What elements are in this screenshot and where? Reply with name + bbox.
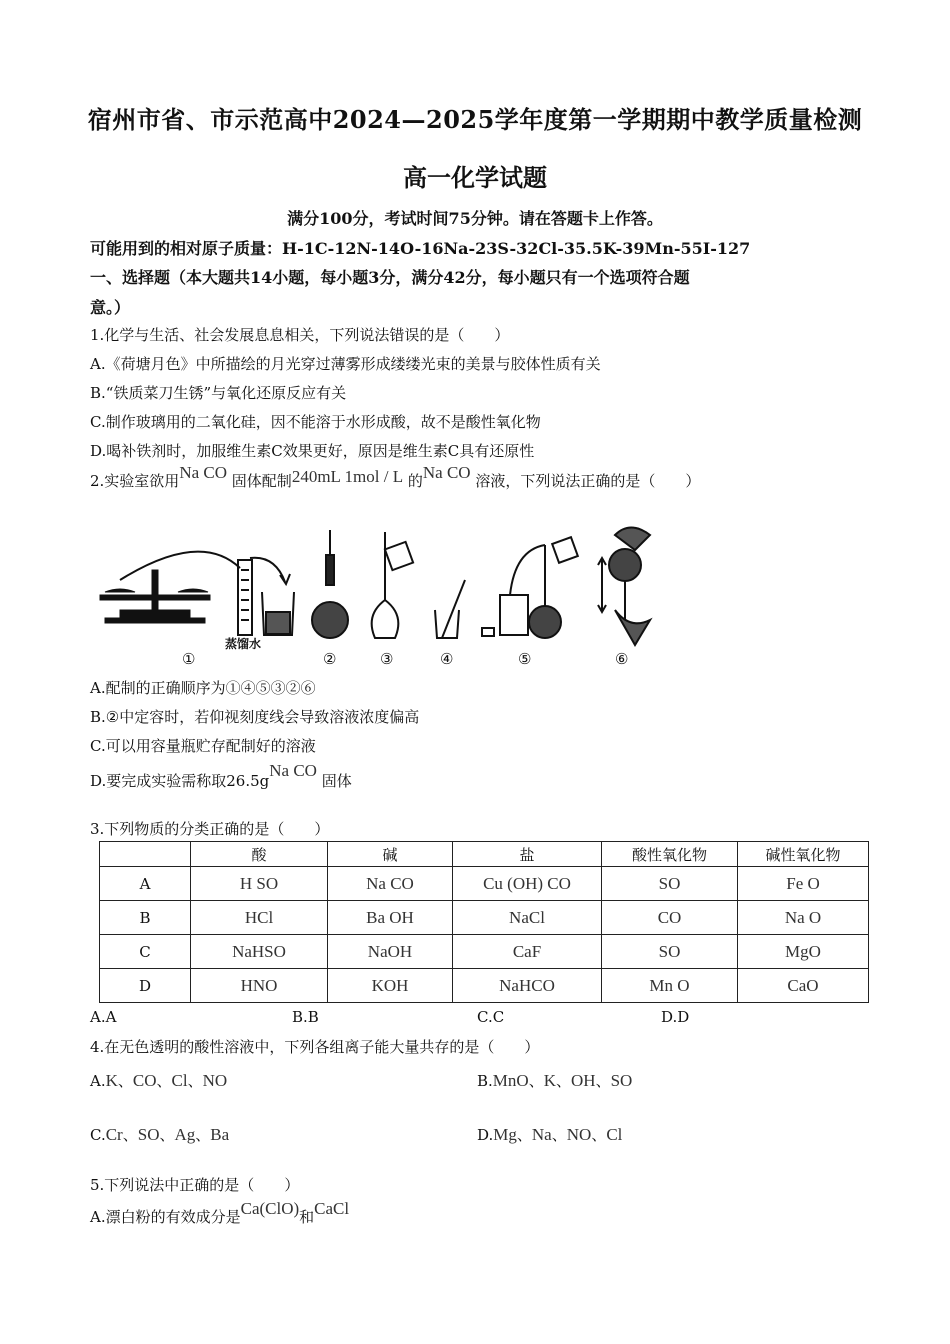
- table-header-cell: 碱性氧化物: [738, 842, 869, 867]
- balance-illustration: [100, 552, 240, 623]
- q4-option-label: D.: [477, 1126, 494, 1144]
- separator: 、: [156, 1072, 172, 1090]
- separator: 、: [528, 1072, 544, 1090]
- separator: 、: [595, 1072, 611, 1090]
- q5-stem: 5.下列说法中正确的是（ ）: [90, 1176, 300, 1194]
- table-cell: Mn O: [602, 969, 738, 1003]
- table-cell: B: [100, 901, 191, 935]
- table-header-cell: 碱: [328, 842, 453, 867]
- ion: MnO: [492, 1071, 529, 1090]
- table-cell: KOH: [328, 969, 453, 1003]
- ion: Cl: [171, 1071, 188, 1090]
- step-label-3: ③: [380, 650, 394, 668]
- separator: 、: [117, 1072, 133, 1090]
- solution-preparation-figure: [90, 520, 670, 670]
- ion: Ba: [210, 1125, 230, 1144]
- table-cell: C: [100, 935, 191, 969]
- q4-option-label: A.: [90, 1072, 106, 1090]
- q2-option-d-text: D.要完成实验需称取26.5g: [90, 772, 270, 790]
- table-row: [100, 901, 869, 935]
- q4-stem: 4.在无色透明的酸性溶液中，下列各组离子能大量共存的是（ ）: [90, 1038, 540, 1056]
- table-cell: Na O: [738, 901, 869, 935]
- table-header-cell: 盐: [453, 842, 602, 867]
- table-cell: A: [100, 867, 191, 901]
- q2-option-d: [90, 761, 352, 791]
- q5-formula: CaCl: [314, 1199, 350, 1218]
- ion: K: [105, 1071, 118, 1090]
- table-cell: CaO: [738, 969, 869, 1003]
- separator: 、: [187, 1072, 203, 1090]
- ion: NO: [566, 1125, 592, 1144]
- figure-label-water: 蒸馏水: [225, 637, 262, 651]
- q4-option-d: [477, 1124, 622, 1145]
- q2-formula-na2co3: Na CO: [422, 463, 471, 482]
- q2-stem: [90, 463, 701, 491]
- step-label-2: ②: [323, 650, 337, 668]
- table-cell: D: [100, 969, 191, 1003]
- table-row: [100, 867, 869, 901]
- ion: CO: [132, 1071, 157, 1090]
- q1-option-c: C.制作玻璃用的二氧化硅，因不能溶于水形成酸，故不是酸性氧化物: [90, 413, 541, 431]
- step-label-1: ①: [182, 650, 196, 668]
- table-cell: MgO: [738, 935, 869, 969]
- q4-option-label: B.: [477, 1072, 493, 1090]
- table-header-cell: 酸: [191, 842, 328, 867]
- q3-option-d: D.D: [661, 1008, 690, 1026]
- exam-title: 宿州市省、市示范高中2024—2025学年度第一学期期中教学质量检测: [87, 105, 863, 134]
- table-cell: NaOH: [328, 935, 453, 969]
- reagent-bottle-and-flask: [482, 537, 578, 638]
- inverting-flask: [598, 528, 650, 646]
- q5-option-a: [90, 1199, 350, 1227]
- table-row: [100, 969, 869, 1003]
- separator: 、: [195, 1126, 211, 1144]
- table-cell: HNO: [191, 969, 328, 1003]
- exam-subtitle: 高一化学试题: [403, 163, 547, 192]
- q4-option-label: C.: [90, 1126, 106, 1144]
- q2-quantity: 240mL 1mol / L: [291, 467, 404, 486]
- ion: Na: [531, 1125, 552, 1144]
- q2-option-a: A.配制的正确顺序为①④⑤③②⑥: [90, 679, 316, 697]
- table-cell: HCl: [191, 901, 328, 935]
- step-label-5: ⑤: [518, 650, 532, 668]
- table-header-row: [100, 842, 869, 867]
- table-cell: CaF: [453, 935, 602, 969]
- separator: 、: [159, 1126, 175, 1144]
- q2-stem-text: 溶液，下列说法正确的是（ ）: [475, 472, 701, 490]
- q4-option-c: [90, 1124, 229, 1145]
- table-cell: Cu (OH) CO: [453, 867, 602, 901]
- q3-option-b: B.B: [292, 1008, 319, 1026]
- table-row: [100, 935, 869, 969]
- q2-stem-text: 2.实验室欲用: [90, 472, 180, 490]
- separator: 、: [591, 1126, 607, 1144]
- classification-table: [99, 841, 869, 1003]
- section-heading-cont: 意。）: [90, 298, 131, 317]
- q5-formula: Ca(ClO): [240, 1199, 300, 1218]
- q1-option-d: D.喝补铁剂时，加服维生素C效果更好，原因是维生素C具有还原性: [90, 442, 535, 460]
- ion: K: [543, 1071, 556, 1090]
- q3-stem: 3.下列物质的分类正确的是（ ）: [90, 820, 330, 838]
- table-cell: SO: [602, 935, 738, 969]
- ion: SO: [610, 1071, 633, 1090]
- separator: 、: [551, 1126, 567, 1144]
- table-cell: NaCl: [453, 901, 602, 935]
- ion: SO: [137, 1125, 160, 1144]
- ion: Ag: [174, 1125, 196, 1144]
- q2-stem-text: 固体配制: [231, 472, 292, 490]
- separator: 、: [556, 1072, 572, 1090]
- q3-option-c: C.C: [477, 1008, 505, 1026]
- separator: 、: [122, 1126, 138, 1144]
- ion: Cl: [606, 1125, 623, 1144]
- atomic-masses: 可能用到的相对原子质量：H-1C-12N-14O-16Na-23S-32Cl-35.5K-39Mn-55I-127: [90, 239, 751, 258]
- q5-option-a-text: 和: [299, 1208, 315, 1226]
- beaker: [262, 592, 294, 635]
- volumetric-flask-2: [312, 530, 348, 638]
- ion: Mg: [493, 1125, 517, 1144]
- table-cell: NaHCO: [453, 969, 602, 1003]
- step-label-6: ⑥: [615, 650, 629, 668]
- q4-option-a: [90, 1070, 227, 1091]
- q2-option-c: C.可以用容量瓶贮存配制好的溶液: [90, 737, 316, 755]
- ion: Cr: [105, 1125, 123, 1144]
- table-cell: SO: [602, 867, 738, 901]
- q2-option-d-text: 固体: [321, 772, 352, 790]
- volumetric-flask-3: [372, 532, 413, 638]
- exam-info: 满分100分，考试时间75分钟。请在答题卡上作答。: [287, 209, 663, 228]
- q1-stem: 1.化学与生活、社会发展息息相关，下列说法错误的是（ ）: [90, 326, 510, 344]
- q2-option-d-formula: Na CO: [269, 761, 317, 780]
- q1-option-a: A.《荷塘月色》中所描绘的月光穿过薄雾形成缕缕光束的美景与胶体性质有关: [90, 355, 601, 373]
- table-cell: Ba OH: [328, 901, 453, 935]
- separator: 、: [516, 1126, 532, 1144]
- q3-option-a: A.A: [90, 1008, 117, 1026]
- ion: OH: [571, 1071, 596, 1090]
- table-cell: H SO: [191, 867, 328, 901]
- q2-formula-na2co3: Na CO: [179, 463, 228, 482]
- q2-option-b: B.②中定容时，若仰视刻度线会导致溶液浓度偏高: [90, 708, 420, 726]
- table-cell: CO: [602, 901, 738, 935]
- q4-option-b: [477, 1070, 632, 1091]
- step-label-4: ④: [440, 650, 454, 668]
- section-heading: 一、选择题（本大题共14小题，每小题3分，满分42分，每小题只有一个选项符合题: [90, 268, 690, 287]
- q5-option-a-text: A.漂白粉的有效成分是: [90, 1208, 241, 1226]
- beaker-with-rod: [435, 580, 465, 638]
- table-cell: Na CO: [328, 867, 453, 901]
- q2-stem-text: 的: [407, 472, 423, 490]
- table-cell: Fe O: [738, 867, 869, 901]
- table-cell: NaHSO: [191, 935, 328, 969]
- q1-option-b: B.“铁质菜刀生锈”与氧化还原反应有关: [90, 384, 347, 402]
- table-header-cell: [100, 842, 191, 867]
- table-header-cell: 酸性氧化物: [602, 842, 738, 867]
- ion: NO: [202, 1071, 228, 1090]
